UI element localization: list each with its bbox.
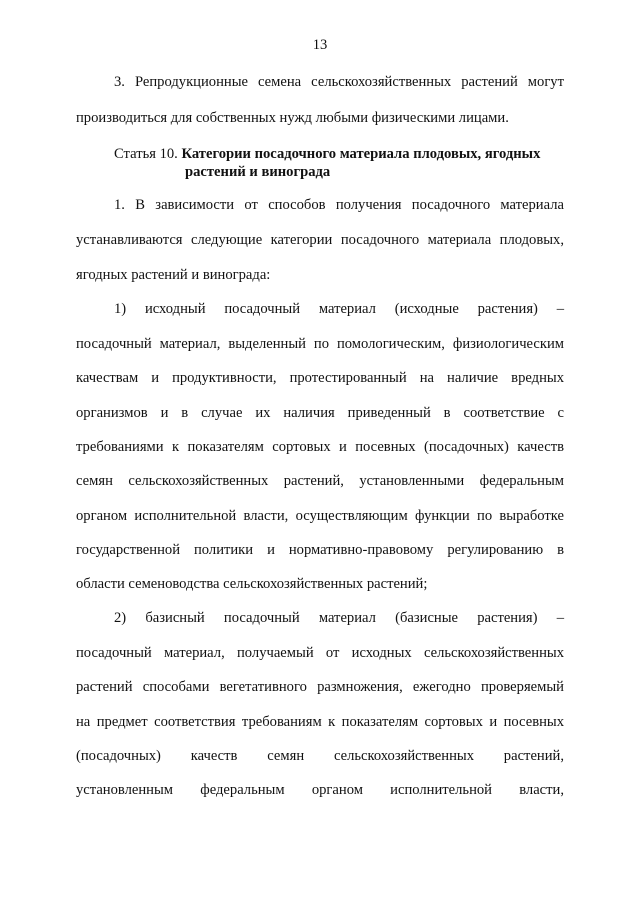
item-1-line-4: организмов и в случае их наличия приведенный в соответствие с <box>76 405 564 421</box>
item-1-line-6: семян сельскохозяйственных растений, установленными федеральным <box>76 473 564 489</box>
item-1-line-7: органом исполнительной власти, осуществляющим функции по выработке <box>76 508 564 524</box>
item-1-line-9: области семеноводства сельскохозяйственных растений; <box>76 576 428 592</box>
item-1-line-2: посадочный материал, выделенный по помологическим, физиологическим <box>76 336 564 352</box>
item-1-line-8: государственной политики и нормативно-правовому регулированию в <box>76 542 564 558</box>
item-2-line-4: на предмет соответствия требованиям к показателям сортовых и посевных <box>76 714 564 730</box>
page-number: 13 <box>312 37 328 53</box>
point-1-line-3: ягодных растений и винограда: <box>76 267 271 283</box>
article-title-line-2: растений и винограда <box>185 164 331 180</box>
article-title-line-1: Категории посадочного материала плодовых, ягодных <box>181 146 541 162</box>
point-1-line-1: 1. В зависимости от способов получения посадочного материала <box>114 197 564 213</box>
article-heading <box>114 145 574 164</box>
article-number: Статья 10. <box>114 146 178 162</box>
item-2-line-5: (посадочных) качеств семян сельскохозяйственных растений, <box>76 748 564 764</box>
item-2-line-3: растений способами вегетативного размножения, ежегодно проверяемый <box>76 679 564 695</box>
item-1-line-1: 1) исходный посадочный материал (исходные растения) – <box>114 301 564 317</box>
paragraph-3-line-1: 3. Репродукционные семена сельскохозяйственных растений могут <box>114 74 564 90</box>
paragraph-3-line-2: производиться для собственных нужд любыми физическими лицами. <box>76 110 509 126</box>
item-2-line-2: посадочный материал, получаемый от исходных сельскохозяйственных <box>76 645 564 661</box>
item-1-line-3: качествам и продуктивности, протестированный на наличие вредных <box>76 370 564 386</box>
point-1-line-2: устанавливаются следующие категории посадочного материала плодовых, <box>76 232 564 248</box>
item-1-line-5: требованиями к показателям сортовых и посевных (посадочных) качеств <box>76 439 564 455</box>
item-2-line-1: 2) базисный посадочный материал (базисные растения) – <box>114 610 564 626</box>
item-2-line-6: установленным федеральным органом исполнительной власти, <box>76 782 564 798</box>
